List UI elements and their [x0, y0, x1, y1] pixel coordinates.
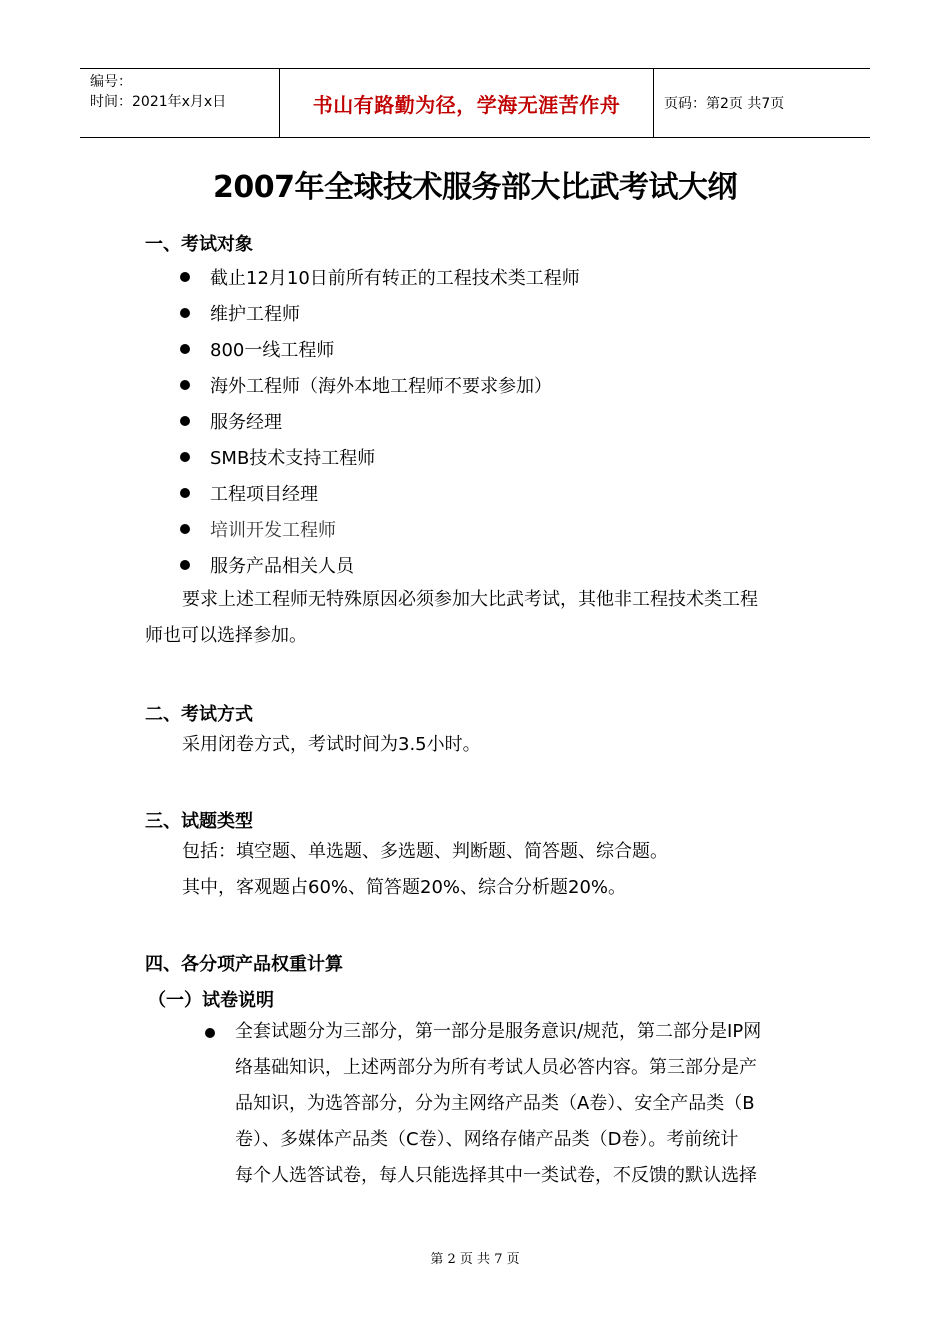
section2-text: 采用闭卷方式，考试时间为3.5小时。 [182, 734, 481, 755]
bullet-icon [180, 560, 190, 570]
bullet-icon [180, 308, 190, 318]
document-title: 2007年全球技术服务部大比武考试大纲 [213, 170, 737, 205]
bullet-icon [180, 488, 190, 498]
list-item: 800一线工程师 [180, 336, 334, 362]
bullet-icon [205, 1028, 215, 1038]
list-item: 工程项目经理 [180, 480, 318, 506]
section1-heading: 一、考试对象 [145, 234, 253, 255]
header-table [80, 68, 870, 138]
bullet-icon [180, 380, 190, 390]
motto-text: 书山有路勤为径，学海无涯苦作舟 [312, 92, 621, 117]
paragraph-line: 络基础知识，上述两部分为所有考试人员必答内容。第三部分是产 [235, 1057, 757, 1078]
section1-note-line2: 师也可以选择参加。 [145, 625, 307, 646]
section3-heading: 三、试题类型 [145, 811, 253, 832]
section3-line1: 包括：填空题、单选题、多选题、判断题、简答题、综合题。 [182, 841, 668, 862]
list-item: 服务产品相关人员 [180, 552, 354, 578]
bullet-icon [180, 452, 190, 462]
list-item: SMB技术支持工程师 [180, 444, 375, 470]
paragraph-line: 卷）、多媒体产品类（C卷）、网络存储产品类（D卷）。考前统计 [235, 1129, 739, 1150]
bullet-icon [180, 344, 190, 354]
paragraph-line: 全套试题分为三部分，第一部分是服务意识/规范，第二部分是IP网 [235, 1021, 762, 1042]
list-item: 海外工程师（海外本地工程师不要求参加） [180, 372, 552, 398]
section4-paragraph [235, 1014, 810, 1194]
section2-heading: 二、考试方式 [145, 704, 253, 725]
list-item: 培训开发工程师 [180, 516, 336, 542]
paragraph-line: 每个人选答试卷，每人只能选择其中一类试卷，不反馈的默认选择 [235, 1165, 757, 1186]
paragraph-line: 品知识，为选答部分，分为主网络产品类（A卷）、安全产品类（B [235, 1093, 755, 1114]
section4-heading: 四、各分项产品权重计算 [145, 954, 343, 975]
header-meta-cell [80, 69, 280, 137]
list-item: 截止12月10日前所有转正的工程技术类工程师 [180, 264, 580, 290]
list-item: 维护工程师 [180, 300, 300, 326]
header-page-cell [654, 69, 870, 137]
list-item: 服务经理 [180, 408, 282, 434]
page-info: 页码：第2页 共7页 [664, 96, 785, 112]
number-label: 编号： [90, 74, 132, 90]
time-label: 时间：2021年x月x日 [90, 94, 227, 110]
section4-subheading: （一）试卷说明 [148, 990, 274, 1011]
bullet-icon [180, 524, 190, 534]
header-motto-cell [280, 69, 654, 137]
section1-note-line1: 要求上述工程师无特殊原因必须参加大比武考试，其他非工程技术类工程 [182, 589, 758, 610]
section3-line2: 其中，客观题占60%、简答题20%、综合分析题20%。 [182, 877, 627, 898]
page-footer: 第 2 页 共 7 页 [430, 1252, 520, 1267]
bullet-icon [180, 416, 190, 426]
bullet-icon [180, 272, 190, 282]
